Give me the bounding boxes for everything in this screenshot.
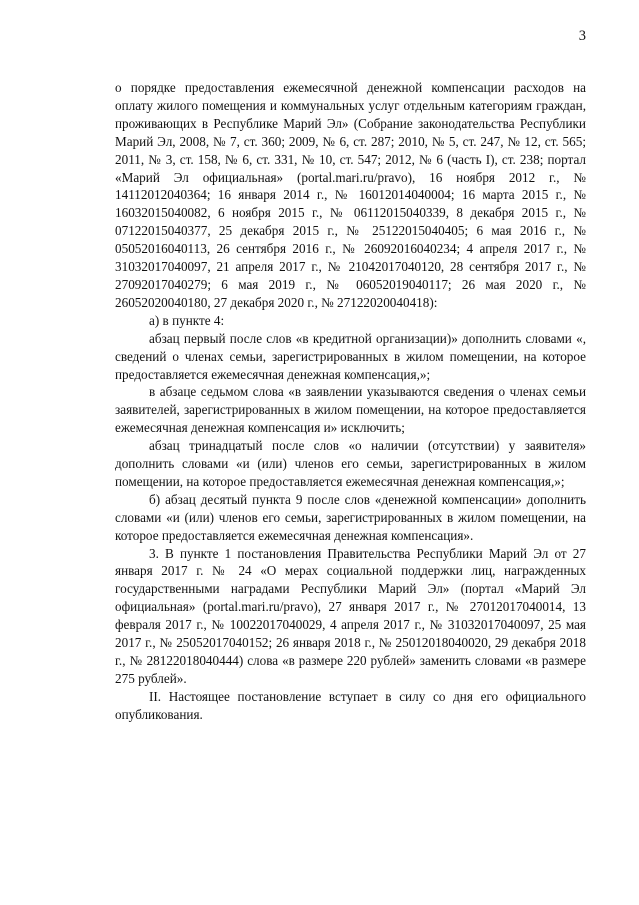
paragraph-resolution-reference: о порядке предоставления ежемесячной денежной компенсации расходов на оплату жилого помещения и коммунальных услуг отдельным категориям граждан, проживающих в Республике Марий Эл» (Собрание законодательства Республики Марий Эл, 2008, № 7, ст. 360; 2009, № 6, ст. 287; 2010, № 5, ст. 247, № 12, ст. 565; 2011, № 3, ст. 158, № 6, ст. 331, № 10, ст. 547; 2012, № 6 (часть I), ст. 238; портал «Марий Эл официальная» (portal.mari.ru/pravo), 16 ноября 2012 г., № 14112012040364; 16 января 2014 г., № 16012014040004; 16 марта 2015 г., № 16032015040082, 6 ноября 2015 г., № 06112015040339, 8 декабря 2015 г., № 07122015040377, 25 декабря 2015 г., № 25122015040405; 6 мая 2016 г., № 05052016040113, 26 сентября 2016 г., № 26092016040234; 4 апреля 2017 г., № 31032017040097, 21 апреля 2017 г., № 21042017040120, 28 сентября 2017 г., № 27092017040279; 6 мая 2019 г., № 06052019040117; 26 мая 2020 г., № 26052020040180, 27 декабря 2020 г., № 27122020040418):: [115, 80, 586, 310]
paragraph-subitem-a: а) в пункте 4:: [149, 312, 225, 328]
paragraph-thirteenth-abzac: абзац тринадцатый после слов «о наличии (отсутствии) у заявителя» дополнить словами «и (или) членов его семьи, зарегистрированных в жилом помещении, на которое предоставляется ежемесячная денежная компенсация,»;: [115, 438, 586, 489]
paragraph-subitem-b: б) абзац десятый пункта 9 после слов «денежной компенсации» дополнить словами «и (или) членов его семьи, зарегистрированных в жилом помещении, на которое предоставляется ежемесячная денежная компенсация».: [115, 491, 586, 543]
paragraph-first-abzac: абзац первый после слов «в кредитной организации)» дополнить словами «, сведений о членах семьи, зарегистрированных в жилом помещении, на которое предоставляется ежемесячная денежная компенсация,»;: [115, 330, 586, 382]
document-body: [115, 79, 586, 724]
paragraph-section-ii: II. Настоящее постановление вступает в силу со дня его официального опубликования.: [115, 688, 586, 722]
paragraph-seventh-abzac: в абзаце седьмом слова «в заявлении указываются сведения о членах семьи заявителей, зарегистрированных в жилом помещении, на которое предоставляется ежемесячная денежная компенсация и» исключить;: [115, 384, 586, 436]
page-number: 3: [578, 28, 586, 44]
paragraph-item-3: 3. В пункте 1 постановления Правительства Республики Марий Эл от 27 января 2017 г. № 24 «О мерах социальной поддержки лиц, награжденных государственными наградами Республики Марий Эл» (портал «Марий Эл официальная» (portal.mari.ru/pravo), 27 января 2017 г., № 27012017040014, 13 февраля 2017 г., № 10022017040029, 4 апреля 2017 г., № 31032017040097, 25 мая 2017 г., № 25052017040152; 26 января 2018 г., № 25012018040020, 29 декабря 2018 г., № 28122018040444) слова «в размере 220 рублей» заменить словами «в размере 275 рублей».: [115, 545, 586, 686]
